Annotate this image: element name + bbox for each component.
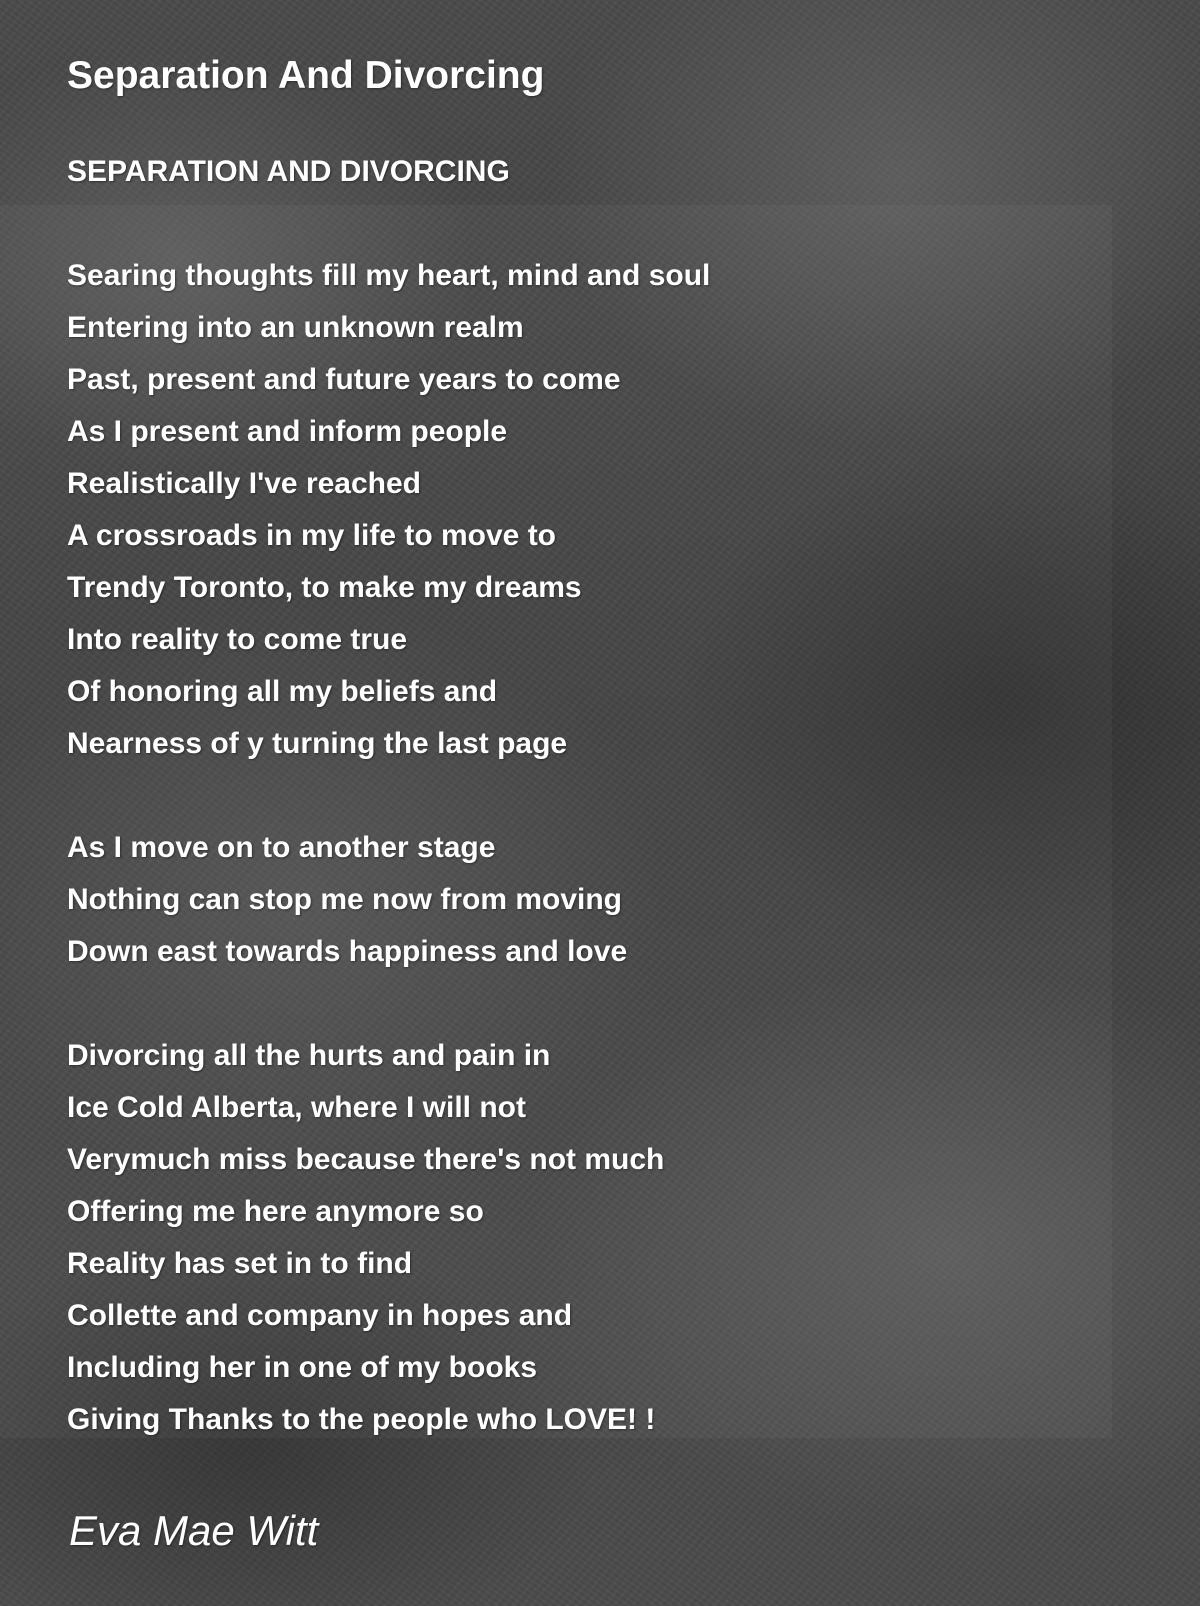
poem-line: A crossroads in my life to move to — [67, 519, 557, 552]
poem-line — [67, 198, 1127, 250]
poem-line: As I present and inform people — [67, 415, 508, 448]
poem-line: Ice Cold Alberta, where I will not — [67, 1091, 526, 1124]
poem-line: Collette and company in hopes and — [67, 1299, 573, 1332]
poem-title: Separation And Divorcing — [67, 54, 545, 97]
poem-line: Trendy Toronto, to make my dreams — [67, 571, 582, 604]
poem-line: Reality has set in to find — [67, 1247, 413, 1280]
poem-heading-line: SEPARATION AND DIVORCING — [67, 155, 510, 188]
poem-line: Offering me here anymore so — [67, 1195, 484, 1228]
poem-line: Searing thoughts fill my heart, mind and soul — [67, 259, 711, 292]
poem-line: Nothing can stop me now from moving — [67, 883, 622, 916]
poem-line: Into reality to come true — [67, 623, 408, 656]
poem-author: Eva Mae Witt — [69, 1507, 319, 1554]
poem-line: Giving Thanks to the people who LOVE! ! — [67, 1403, 656, 1436]
poem-line: Realistically I've reached — [67, 467, 422, 500]
poem-line: As I move on to another stage — [67, 831, 496, 864]
poem-line: Verymuch miss because there's not much — [67, 1143, 665, 1176]
poem-line: Down east towards happiness and love — [67, 935, 628, 968]
poem-line: Divorcing all the hurts and pain in — [67, 1039, 551, 1072]
poem-line: Nearness of y turning the last page — [67, 727, 568, 760]
poem-line: Including her in one of my books — [67, 1351, 538, 1384]
poem-line: Of honoring all my beliefs and — [67, 675, 498, 708]
poem-line: Past, present and future years to come — [67, 363, 621, 396]
poem-line — [67, 770, 1127, 822]
poem-line — [67, 978, 1127, 1030]
poem-line: Entering into an unknown realm — [67, 311, 524, 344]
poem-body — [67, 146, 1127, 1446]
poem-card — [67, 52, 1127, 1446]
